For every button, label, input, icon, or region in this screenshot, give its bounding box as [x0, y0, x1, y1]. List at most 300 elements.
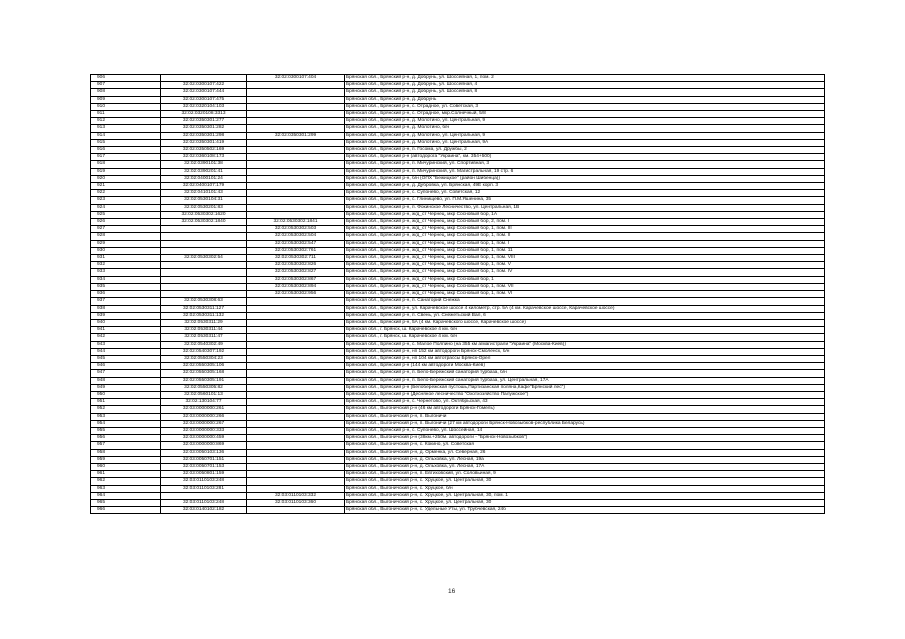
address-cell: Брянская обл., Брянский р-н, д. Добрунь, ул. Шоссейная, 8	[345, 89, 825, 96]
room-cadastral-number-cell	[247, 82, 345, 89]
address-cell: Брянская обл., Брянский р-н, п. Санаторий Снежка	[345, 298, 825, 305]
cadastral-number-cell: 32:02:0350301:282	[161, 125, 247, 132]
room-cadastral-number-cell: 32:02:0530302:827	[247, 269, 345, 276]
address-cell: Брянская обл., Брянский р-н, ж/д_ст Чернец, мкр Сосновый бор, 1, пом. IV	[345, 269, 825, 276]
address-cell: Брянская обл., Выгоничский р-н, с. Хруцкое, б/н	[345, 485, 825, 492]
room-cadastral-number-cell	[247, 485, 345, 492]
cadastral-number-cell: 32:02:0350301:277	[161, 118, 247, 125]
row-number-cell: 962	[91, 478, 161, 485]
row-number-cell: 921	[91, 183, 161, 190]
row-number-cell: 924	[91, 204, 161, 211]
address-cell: Брянская обл., Брянский р-н, с. Отрадное, ул. Советская, 3	[345, 103, 825, 110]
table-row	[91, 75, 825, 82]
room-cadastral-number-cell	[247, 125, 345, 132]
table-row	[91, 348, 825, 355]
table-row	[91, 118, 825, 125]
cadastral-number-cell: 32:02:0400107:179	[161, 183, 247, 190]
room-cadastral-number-cell	[247, 327, 345, 334]
row-number-cell: 917	[91, 154, 161, 161]
cadastral-number-cell: 32:02:0530201:83	[161, 204, 247, 211]
table-row	[91, 269, 825, 276]
room-cadastral-number-cell	[247, 103, 345, 110]
address-cell: Брянская обл., Брянский р-н, д. Молотино, ул. Центральная, 9	[345, 118, 825, 125]
address-cell: Брянская обл., Выгоничский р-н, с. Удельные Уты, ул. Трубчевская, 24б	[345, 507, 825, 514]
address-cell: Брянская обл., Брянский р-н, ул. Карачевское шоссе 4 километр, стр. 5А (4 км. Карачевское шоссе, Карачевское шоссе)	[345, 305, 825, 312]
row-number-cell: 930	[91, 247, 161, 254]
row-number-cell: 911	[91, 111, 161, 118]
address-cell: Брянская обл., Брянский р-н, ж/д_ст Чернец, мкр Сосновый бор, 1, пом. VI	[345, 291, 825, 298]
row-number-cell: 951	[91, 399, 161, 406]
room-cadastral-number-cell	[247, 406, 345, 413]
room-cadastral-number-cell	[247, 111, 345, 118]
cadastral-number-cell: 32:02:0550305:168	[161, 370, 247, 377]
table-row	[91, 89, 825, 96]
table-row	[91, 147, 825, 154]
row-number-cell: 966	[91, 507, 161, 514]
row-number-cell: 959	[91, 456, 161, 463]
room-cadastral-number-cell	[247, 449, 345, 456]
address-cell: Брянская обл., Выгоничский р-н, д. Ольховка, ул. Лесная, 17А	[345, 463, 825, 470]
address-cell: Брянская обл., Брянский р-н, д. Добрунь	[345, 96, 825, 103]
room-cadastral-number-cell: 32:02:0530302:761	[247, 247, 345, 254]
cadastral-number-cell	[161, 75, 247, 82]
row-number-cell: 916	[91, 147, 161, 154]
table-row	[91, 111, 825, 118]
row-number-cell: 963	[91, 485, 161, 492]
cadastral-number-cell: 32:02:0300107:475	[161, 96, 247, 103]
table-row	[91, 262, 825, 269]
cadastral-number-cell: 32:03:0050701:151	[161, 456, 247, 463]
address-cell: Брянская обл., Брянский р-н, с. Чернетово, ул. Октябрьская, 43	[345, 399, 825, 406]
row-number-cell: 960	[91, 463, 161, 470]
room-cadastral-number-cell	[247, 89, 345, 96]
table-body	[91, 75, 825, 514]
table-row	[91, 456, 825, 463]
row-number-cell: 956	[91, 435, 161, 442]
room-cadastral-number-cell	[247, 312, 345, 319]
row-number-cell: 906	[91, 75, 161, 82]
address-cell: Брянская обл., Брянский р-н, д. Добрунь, ул. Шоссейная, 1, пом. 2	[345, 75, 825, 82]
cadastral-number-cell: 32:03:0000000:266	[161, 413, 247, 420]
table-row	[91, 420, 825, 427]
address-cell: Брянская обл., г. Брянск, ш. Карачевское 4 км. б/н	[345, 334, 825, 341]
room-cadastral-number-cell	[247, 139, 345, 146]
room-cadastral-number-cell: 32:02:0530302:826	[247, 262, 345, 269]
address-cell: Брянская обл., Выгоничский р-н, д. Ольховка, ул. Лесная, 19а	[345, 456, 825, 463]
table-row	[91, 341, 825, 348]
row-number-cell: 939	[91, 312, 161, 319]
address-cell: Брянская обл., Брянский р-н, п. Мичуринский, ул. Магистральная, 19 стр. 6	[345, 168, 825, 175]
cadastral-number-cell: 32:02:0530311:47	[161, 334, 247, 341]
row-number-cell: 923	[91, 197, 161, 204]
room-cadastral-number-cell: 32:03:0110103:360	[247, 499, 345, 506]
row-number-cell: 938	[91, 305, 161, 312]
room-cadastral-number-cell	[247, 399, 345, 406]
cadastral-number-cell: 32:02:0400101:24	[161, 175, 247, 182]
room-cadastral-number-cell	[247, 168, 345, 175]
room-cadastral-number-cell	[247, 463, 345, 470]
table-row	[91, 276, 825, 283]
table-row	[91, 226, 825, 233]
row-number-cell: 943	[91, 341, 161, 348]
row-number-cell: 950	[91, 391, 161, 398]
table-row	[91, 463, 825, 470]
room-cadastral-number-cell	[247, 435, 345, 442]
row-number-cell: 937	[91, 298, 161, 305]
table-row	[91, 449, 825, 456]
row-number-cell: 933	[91, 269, 161, 276]
row-number-cell: 945	[91, 355, 161, 362]
address-cell: Брянская обл., Брянский р-н (Десняное лесничество "Охотхозяйство Палужское")	[345, 391, 825, 398]
address-cell: Брянская обл., Брянский р-н, ж/д_ст Чернец, мкр Сосновый бор, 1А	[345, 211, 825, 218]
room-cadastral-number-cell	[247, 377, 345, 384]
room-cadastral-number-cell	[247, 334, 345, 341]
table-row	[91, 413, 825, 420]
address-cell: Брянская обл., Брянский р-н, ж/д_ст Чернец, мкр Сосновый бор, 1, пом. VII	[345, 283, 825, 290]
row-number-cell: 929	[91, 240, 161, 247]
row-number-cell: 947	[91, 370, 161, 377]
room-cadastral-number-cell: 32:02:0530302:504	[247, 233, 345, 240]
address-cell: Брянская обл., Брянский р-н, д. Молотино, б/н	[345, 125, 825, 132]
cadastral-number-cell	[161, 233, 247, 240]
cadastral-number-cell: 32:03:0000000:869	[161, 442, 247, 449]
cadastral-number-cell: 32:02:0350301:419	[161, 139, 247, 146]
room-cadastral-number-cell	[247, 355, 345, 362]
row-number-cell: 922	[91, 190, 161, 197]
cadastral-number-cell: 32:02:0550305:82	[161, 384, 247, 391]
room-cadastral-number-cell	[247, 456, 345, 463]
room-cadastral-number-cell	[247, 319, 345, 326]
cadastral-number-cell: 32:02:0550305:191	[161, 377, 247, 384]
table-row	[91, 291, 825, 298]
table-row	[91, 327, 825, 334]
address-cell: Брянская обл., Брянский р-н, ж/д_ст Чернец, мкр Сосновый бор, 1, пом. II	[345, 233, 825, 240]
room-cadastral-number-cell: 32:02:0530302:894	[247, 283, 345, 290]
cadastral-number-cell: 32:03:0000000:459	[161, 435, 247, 442]
table-row	[91, 132, 825, 139]
room-cadastral-number-cell	[247, 305, 345, 312]
row-number-cell: 918	[91, 161, 161, 168]
table-row	[91, 435, 825, 442]
room-cadastral-number-cell	[247, 442, 345, 449]
cadastral-number-cell: 32:02:0560101:13	[161, 391, 247, 398]
table-row	[91, 247, 825, 254]
address-cell: Брянская обл., Брянский р-н (Белобережская пустошь,Партизанская поляна,Кафе"Брянский лес")	[345, 384, 825, 391]
row-number-cell: 957	[91, 442, 161, 449]
row-number-cell: 934	[91, 276, 161, 283]
cadastral-number-cell: 32:03:0000000:261	[161, 406, 247, 413]
cadastral-number-cell: 32:02:0530302:1840	[161, 219, 247, 226]
table-row	[91, 233, 825, 240]
row-number-cell: 907	[91, 82, 161, 89]
row-number-cell: 935	[91, 283, 161, 290]
row-number-cell: 915	[91, 139, 161, 146]
address-cell: Брянская обл., Выгоничский р-н (46 км автодороги Брянск-Гомель)	[345, 406, 825, 413]
cadastral-number-cell: 32:02:0530311:44	[161, 327, 247, 334]
table-row	[91, 211, 825, 218]
room-cadastral-number-cell	[247, 118, 345, 125]
cadastral-number-cell: 32:02:0390201:41	[161, 168, 247, 175]
address-cell: Брянская обл., Брянский р-н, п. Фокинское Лесничество, ул. Центральная, 1В	[345, 204, 825, 211]
room-cadastral-number-cell: 32:02:0530302:1841	[247, 219, 345, 226]
table-row	[91, 485, 825, 492]
row-number-cell: 948	[91, 377, 161, 384]
cadastral-number-cell: 32:02:0530302:54	[161, 255, 247, 262]
address-cell: Брянская обл., Брянский р-н, нп 104 км автотрассы Брянск-Орел	[345, 355, 825, 362]
address-cell: Брянская обл., Брянский р-н (автодорога "Украина", км. 354+500)	[345, 154, 825, 161]
room-cadastral-number-cell	[247, 348, 345, 355]
table-row	[91, 427, 825, 434]
room-cadastral-number-cell	[247, 298, 345, 305]
address-cell: Брянская обл., Брянский р-н, с. Супонево, ул. Шоссейная, 14	[345, 427, 825, 434]
row-number-cell: 926	[91, 219, 161, 226]
table-row	[91, 255, 825, 262]
row-number-cell: 964	[91, 492, 161, 499]
row-number-cell: 965	[91, 499, 161, 506]
cadastral-number-cell: 32:02:0530302:1620	[161, 211, 247, 218]
table-row	[91, 399, 825, 406]
table-row	[91, 298, 825, 305]
row-number-cell: 942	[91, 334, 161, 341]
room-cadastral-number-cell	[247, 96, 345, 103]
cadastral-number-cell: 32:03:0050801:159	[161, 471, 247, 478]
table-row	[91, 190, 825, 197]
row-number-cell: 914	[91, 132, 161, 139]
table-row	[91, 492, 825, 499]
cadastral-number-cell: 32:02:0530311:29	[161, 319, 247, 326]
table-row	[91, 355, 825, 362]
address-cell: Брянская обл., Брянский р-н, д. Дубровка, ул. Брянская, 49Е корп. 3	[345, 183, 825, 190]
address-cell: Брянская обл., Выгоничский р-н, с. Хруцкое, ул. Центральная, 30, пом. 1	[345, 492, 825, 499]
row-number-cell: 961	[91, 471, 161, 478]
table-row	[91, 197, 825, 204]
cadastral-number-cell: 32:02:0300107:422	[161, 82, 247, 89]
cadastral-number-cell: 32:02:0540307:192	[161, 348, 247, 355]
row-number-cell: 931	[91, 255, 161, 262]
room-cadastral-number-cell	[247, 370, 345, 377]
cadastral-number-cell: 32:03:0000000:333	[161, 427, 247, 434]
cadastral-number-cell: 32:03:0000000:267	[161, 420, 247, 427]
cadastral-number-cell: 32:02:0350301:298	[161, 132, 247, 139]
table-row	[91, 183, 825, 190]
document-page	[90, 74, 824, 514]
cadastral-number-cell: 32:02:0300107:444	[161, 89, 247, 96]
room-cadastral-number-cell	[247, 175, 345, 182]
address-cell: Брянская обл., Брянский р-н, нп 152 км автодороги Брянск-Смоленск, б/н	[345, 348, 825, 355]
row-number-cell: 936	[91, 291, 161, 298]
cadastral-number-cell: 32:02:0540302:49	[161, 341, 247, 348]
table-row	[91, 377, 825, 384]
room-cadastral-number-cell: 32:02:0530302:503	[247, 226, 345, 233]
room-cadastral-number-cell	[247, 413, 345, 420]
address-cell: Брянская обл., Брянский р-н, с. Глинищево, ул. П.М.Яшенина, 35	[345, 197, 825, 204]
room-cadastral-number-cell: 32:03:0110103:332	[247, 492, 345, 499]
table-row	[91, 406, 825, 413]
address-cell: Брянская обл., Выгоничский р-н (38км.+250м. автодороги - "Брянск-Новозыбков")	[345, 435, 825, 442]
address-cell: Брянская обл., Брянский р-н, с. Малое Полпино (на 355 км а/магистрали "Украина" (Москва-Киев))	[345, 341, 825, 348]
row-number-cell: 955	[91, 427, 161, 434]
address-cell: Брянская обл., Брянский р-н, ж/д_ст Чернец, мкр Сосновый бор, 1, пом. I	[345, 240, 825, 247]
address-cell: Брянская обл., Брянский р-н, ж/д_ст Чернец, мкр Сосновый бор, 1, пом. V	[345, 262, 825, 269]
room-cadastral-number-cell	[247, 478, 345, 485]
address-cell: Брянская обл., Брянский р-н, ж/д_ст Чернец, мкр Сосновый бор, 1	[345, 276, 825, 283]
table-row	[91, 363, 825, 370]
cadastral-number-cell: 32:02:0320108:3313	[161, 111, 247, 118]
table-row	[91, 240, 825, 247]
row-number-cell: 920	[91, 175, 161, 182]
address-cell: Брянская обл., Брянский р-н, ж/д_ст Чернец, мкр Сосновый бор, 1, пом. 11	[345, 247, 825, 254]
cadastral-number-cell: 32:03:0050103:136	[161, 449, 247, 456]
row-number-cell: 908	[91, 89, 161, 96]
room-cadastral-number-cell	[247, 420, 345, 427]
cadastral-number-cell	[161, 492, 247, 499]
table-row	[91, 125, 825, 132]
room-cadastral-number-cell	[247, 183, 345, 190]
room-cadastral-number-cell: 32:02:0530302:867	[247, 276, 345, 283]
table-row	[91, 391, 825, 398]
row-number-cell: 932	[91, 262, 161, 269]
row-number-cell: 944	[91, 348, 161, 355]
cadastral-number-cell: 32:02:0530311:132	[161, 312, 247, 319]
row-number-cell: 958	[91, 449, 161, 456]
table-row	[91, 204, 825, 211]
cadastral-number-cell: 32:02:0390101:38	[161, 161, 247, 168]
room-cadastral-number-cell	[247, 363, 345, 370]
address-cell: Брянская обл., Брянский р-н, б/н (ОПХ "Бежицкое" (район Шибенца))	[345, 175, 825, 182]
table-row	[91, 478, 825, 485]
address-cell: Брянская обл., г. Брянск, ш. Карачевское 4 км. б/н	[345, 327, 825, 334]
table-row	[91, 168, 825, 175]
row-number-cell: 910	[91, 103, 161, 110]
address-cell: Брянская обл., Брянский р-н, ж/д_ст Чернец, мкр Сосновый бор, 2, пом. I	[345, 219, 825, 226]
table-row	[91, 471, 825, 478]
row-number-cell: 927	[91, 226, 161, 233]
row-number-cell: 953	[91, 413, 161, 420]
address-cell: Брянская обл., Выгоничский р-н, п. Евтиховский, ул. Соловьиная, 9	[345, 471, 825, 478]
row-number-cell: 941	[91, 327, 161, 334]
room-cadastral-number-cell	[247, 211, 345, 218]
table-row	[91, 305, 825, 312]
cadastral-number-cell	[161, 262, 247, 269]
address-cell: Брянская обл., Выгоничский р-н, с. Хруцкое, ул. Центральная, 30	[345, 499, 825, 506]
room-cadastral-number-cell	[247, 391, 345, 398]
row-number-cell: 954	[91, 420, 161, 427]
room-cadastral-number-cell: 32:02:0530302:711	[247, 255, 345, 262]
cadastral-number-cell: 32:03:0110103:248	[161, 499, 247, 506]
row-number-cell: 912	[91, 118, 161, 125]
cadastral-number-cell: 32:03:0140102:182	[161, 507, 247, 514]
table-row	[91, 283, 825, 290]
row-number-cell: 919	[91, 168, 161, 175]
cadastral-number-cell: 32:02:0550304:23	[161, 355, 247, 362]
cadastral-number-cell	[161, 276, 247, 283]
table-row	[91, 139, 825, 146]
table-row	[91, 96, 825, 103]
address-cell: Брянская обл., Брянский р-н, ж/д_ст Чернец, мкр Сосновый бор, 1, пом. VIII	[345, 255, 825, 262]
address-cell: Брянская обл., Выгоничский р-н, п. Выгоничи (27 км автодороги Брянск-Новозыбков-республика Беларусь)	[345, 420, 825, 427]
room-cadastral-number-cell: 32:02:0300107:404	[247, 75, 345, 82]
row-number-cell: 946	[91, 363, 161, 370]
room-cadastral-number-cell	[247, 384, 345, 391]
cadastral-number-cell	[161, 269, 247, 276]
table-row	[91, 312, 825, 319]
address-cell: Брянская обл., Выгоничский р-н, п. Выгоничи	[345, 413, 825, 420]
row-number-cell: 913	[91, 125, 161, 132]
room-cadastral-number-cell: 32:02:0350301:299	[247, 132, 345, 139]
cadastral-number-cell: 32:02:130104:77	[161, 399, 247, 406]
address-cell: Брянская обл., Брянский р-н, ж/д_ст Чернец, мкр Сосновый бор, 1, пом. III	[345, 226, 825, 233]
cadastral-number-cell: 32:02:0350502:169	[161, 147, 247, 154]
table-row	[91, 334, 825, 341]
room-cadastral-number-cell	[247, 471, 345, 478]
address-cell: Брянская обл., Брянский р-н, п. Госома, ул. Дружбы, 2	[345, 147, 825, 154]
address-cell: Брянская обл., Выгоничский р-н, с. Хруцкое, ул. Центральная, 30	[345, 478, 825, 485]
room-cadastral-number-cell	[247, 161, 345, 168]
cadastral-number-cell	[161, 283, 247, 290]
address-cell: Брянская обл., Брянский р-н, п. Свень, ул. Снежетьский Вал, 6	[345, 312, 825, 319]
table-row	[91, 219, 825, 226]
cadastral-number-cell: 32:02:0360108:173	[161, 154, 247, 161]
table-row	[91, 175, 825, 182]
room-cadastral-number-cell	[247, 204, 345, 211]
page-number: 16	[448, 588, 456, 595]
table-row	[91, 154, 825, 161]
row-number-cell: 949	[91, 384, 161, 391]
room-cadastral-number-cell: 32:02:0530302:956	[247, 291, 345, 298]
room-cadastral-number-cell	[247, 507, 345, 514]
room-cadastral-number-cell	[247, 190, 345, 197]
row-number-cell: 909	[91, 96, 161, 103]
cadastral-number-cell: 32:02:0530104:31	[161, 197, 247, 204]
cadastral-number-cell: 32:02:0550305:106	[161, 363, 247, 370]
room-cadastral-number-cell: 32:02:0530302:547	[247, 240, 345, 247]
address-cell: Брянская обл., Брянский р-н, п. Мичуринский, ул. Спортивная, 3	[345, 161, 825, 168]
address-cell: Брянская обл., Брянский р-н, п. Бело-Бережский санаторий турбаза, ул. Центральная, 17А	[345, 377, 825, 384]
address-cell: Брянская обл., Брянский р-н (144 км автодороги Москва-Киев)	[345, 363, 825, 370]
address-cell: Брянская обл., Выгоничский р-н, д. Орменка, ул. Северная, 26	[345, 449, 825, 456]
table-row	[91, 499, 825, 506]
cadastral-number-cell: 32:03:0110103:281	[161, 485, 247, 492]
room-cadastral-number-cell	[247, 341, 345, 348]
room-cadastral-number-cell	[247, 427, 345, 434]
cadastral-number-cell	[161, 291, 247, 298]
cadastral-number-cell	[161, 226, 247, 233]
address-cell: Брянская обл., Брянский р-н, д. Добрунь, ул. Шоссейная, 4	[345, 82, 825, 89]
cadastral-number-cell: 32:03:0110103:248	[161, 478, 247, 485]
table-row	[91, 442, 825, 449]
row-number-cell: 928	[91, 233, 161, 240]
room-cadastral-number-cell	[247, 197, 345, 204]
table-row	[91, 507, 825, 514]
address-cell: Брянская обл., Выгоничский р-н, с. Кокино, ул. Советская	[345, 442, 825, 449]
address-cell: Брянская обл., Брянский р-н, с. Супонево, ул. Советская, 12	[345, 190, 825, 197]
cadastral-number-cell: 32:03:0050701:153	[161, 463, 247, 470]
address-cell: Брянская обл., Брянский р-н, д. Молотино, ул. Центральная, 9	[345, 132, 825, 139]
cadastral-number-cell: 32:02:0320104:103	[161, 103, 247, 110]
cadastral-number-cell: 32:02:0410101:43	[161, 190, 247, 197]
property-table	[90, 74, 825, 514]
table-row	[91, 384, 825, 391]
table-row	[91, 319, 825, 326]
address-cell: Брянская обл., Брянский р-н, 5А (4 км. Карачевского шоссе, Карачевское шоссе)	[345, 319, 825, 326]
room-cadastral-number-cell	[247, 147, 345, 154]
row-number-cell: 940	[91, 319, 161, 326]
row-number-cell: 952	[91, 406, 161, 413]
cadastral-number-cell: 32:02:0530311:127	[161, 305, 247, 312]
cadastral-number-cell: 32:02:0530308:63	[161, 298, 247, 305]
table-row	[91, 82, 825, 89]
cadastral-number-cell	[161, 240, 247, 247]
